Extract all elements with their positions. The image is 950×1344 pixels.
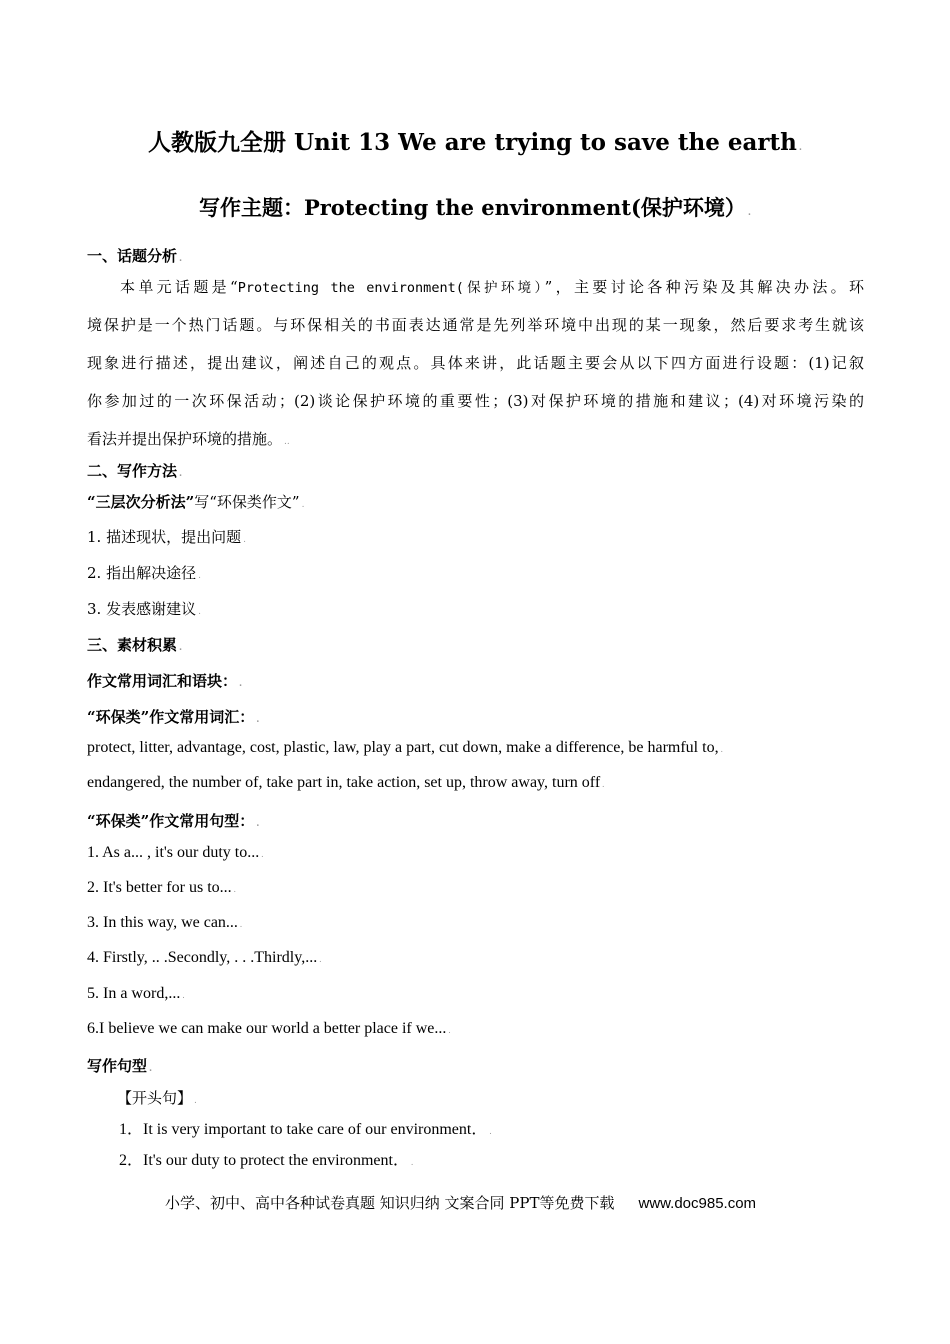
footer-url[interactable]: www.doc985.com [638, 1195, 757, 1212]
sentence-pattern: 6.I believe we can make our world a better place if we... . [87, 1020, 451, 1037]
page-footer [165, 1192, 756, 1213]
method-step: 1. 描述现状，提出问题 . [87, 528, 246, 546]
footer-text: 小学、初中、高中各种试卷真题 知识归纳 文案合同 PPT等免费下载 [165, 1194, 615, 1212]
sentence-pattern: 2. It's better for us to... . [87, 879, 236, 896]
opening-sentence: 2．It's our duty to protect the environment． . [119, 1152, 414, 1169]
method-line: “三层次分析法”写“环保类作文” . [87, 493, 305, 511]
topic-paragraph-line5: 看法并提出保护环境的措施。 .. [87, 430, 290, 448]
section1-heading: 一、话题分析 . [87, 247, 183, 265]
topic-paragraph-line1: 本单元话题是“Protecting the environment(保护环境）”，主要讨论各种污染及其解决办法。环 [120, 278, 865, 296]
topic-paragraph-line2: 境保护是一个热门话题。与环保相关的书面表达通常是先列举环境中出现的某一现象，然后要求考生就该 [87, 316, 864, 334]
vocab-subheading: “环保类”作文常用词汇： . [87, 708, 260, 726]
method-step: 2. 指出解决途径 . [87, 564, 201, 582]
topic-paragraph-line4: 你参加过的一次环保活动；(2)谈论保护环境的重要性；(3)对保护环境的措施和建议；(4)对环境污染的 [87, 392, 864, 410]
opening-label: 【开头句】 . [117, 1089, 197, 1107]
sentence-pattern: 3. In this way, we can... . [87, 914, 243, 931]
vocab-line: protect, litter, advantage, cost, plastic, law, play a part, cut down, make a difference, be harmful to, . [87, 739, 723, 756]
topic-paragraph-line3: 现象进行描述，提出建议，阐述自己的观点。具体来讲，此话题主要会从以下四方面进行设题：(1)记叙 [87, 354, 864, 372]
writing-patterns-heading: 写作句型 . [87, 1057, 153, 1075]
method-step: 3. 发表感谢建议 . [87, 600, 201, 618]
vocab-heading: 作文常用词汇和语块： . [87, 672, 243, 690]
sentence-pattern: 4. Firstly, .. .Secondly, . . .Thirdly,... . [87, 949, 322, 966]
opening-sentence: 1．It is very important to take care of our environment． . [119, 1121, 492, 1138]
sentence-pattern-heading: “环保类”作文常用句型： . [87, 812, 260, 830]
section2-heading: 二、写作方法 . [87, 462, 183, 480]
vocab-line: endangered, the number of, take part in, take action, set up, throw away, turn off . [87, 774, 605, 791]
sentence-pattern: 1. As a... , it's our duty to... . [87, 844, 264, 861]
sentence-pattern: 5. In a word,... . [87, 985, 185, 1002]
document-subtitle: 写作主题：Protecting the environment(保护环境） . [198, 195, 752, 220]
document-title: 人教版九全册 Unit 13 We are trying to save the earth . [147, 129, 803, 156]
section3-heading: 三、素材积累 . [87, 636, 183, 654]
